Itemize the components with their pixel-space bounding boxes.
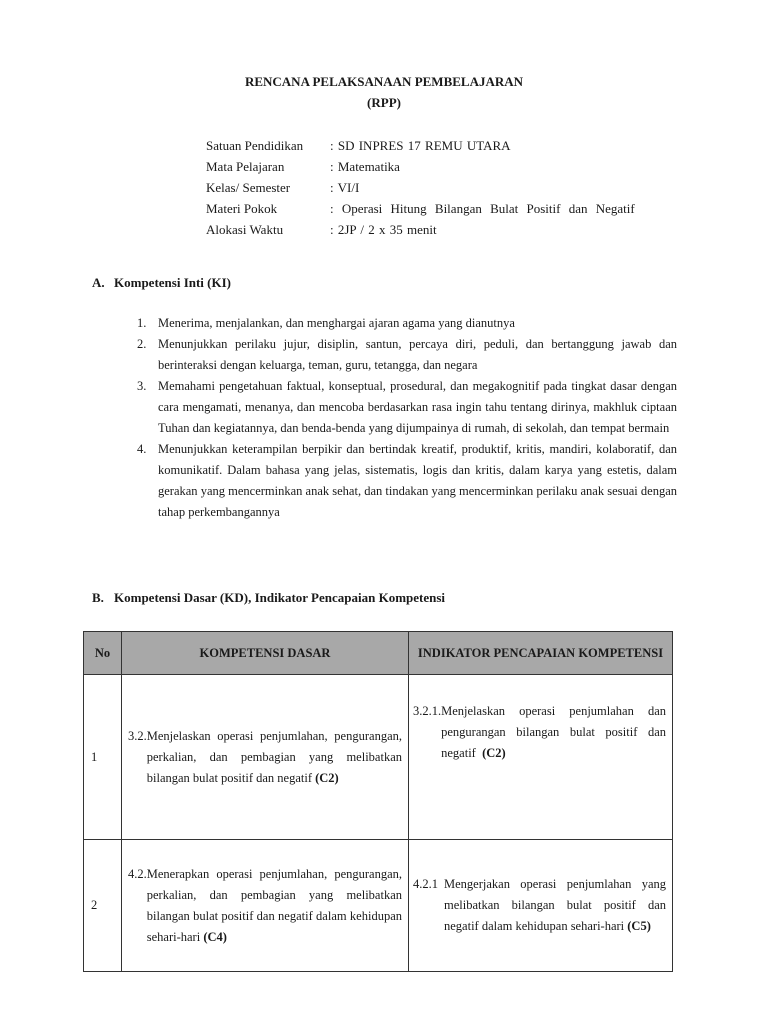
indicator-level: (C5) bbox=[627, 919, 651, 933]
section-a-heading bbox=[92, 275, 231, 291]
indicator-cell bbox=[409, 675, 673, 840]
list-item-number: 4. bbox=[137, 442, 147, 456]
identity-value: : Matematika bbox=[330, 159, 400, 174]
list-item bbox=[137, 439, 677, 523]
header-indikator: INDIKATOR PENCAPAIAN KOMPETENSI bbox=[409, 632, 673, 675]
identity-row-time bbox=[206, 219, 635, 240]
identity-value: : SD INPRES 17 REMU UTARA bbox=[330, 138, 511, 153]
list-item-text: Menunjukkan perilaku jujur, disiplin, santun, percaya diri, peduli, dan bertanggung jawab dan berinteraksi dengan keluarga, teman, guru, tetangga, dan negara bbox=[158, 337, 677, 372]
identity-block bbox=[206, 135, 635, 240]
document-subtitle: (RPP) bbox=[367, 95, 401, 110]
kd-level: (C4) bbox=[203, 929, 227, 944]
section-b-heading bbox=[92, 590, 445, 606]
kd-cell bbox=[122, 675, 409, 840]
kd-number: 3.2. bbox=[128, 728, 147, 743]
identity-label: Kelas/ Semester bbox=[206, 180, 291, 195]
list-item-text: Memahami pengetahuan faktual, konseptual, prosedural, dan megakognitif pada tingkat dasar dengan cara mengamati, menanya, dan mencoba berdasarkan rasa ingin tahu tentang dirinya, makhluk ciptaan Tuhan dan kegiatannya, dan benda-benda yang dijumpainya di rumah, di sekolah, dan tempat bermain bbox=[158, 379, 677, 435]
kd-cell bbox=[122, 840, 409, 972]
indicator-cell bbox=[409, 840, 673, 972]
section-b-title: Kompetensi Dasar (KD), Indikator Pencapaian Kompetensi bbox=[114, 590, 446, 605]
list-item bbox=[137, 313, 677, 334]
kompetensi-inti-list bbox=[137, 313, 677, 523]
table-row bbox=[84, 675, 673, 840]
identity-value: : Operasi Hitung Bilangan Bulat Positif dan Negatif bbox=[330, 201, 635, 216]
kd-level: (C2) bbox=[315, 770, 339, 785]
identity-label: Satuan Pendidikan bbox=[206, 138, 304, 153]
row-number: 1 bbox=[84, 675, 122, 840]
list-item-number: 1. bbox=[137, 316, 147, 330]
identity-row-school bbox=[206, 135, 635, 156]
list-item bbox=[137, 334, 677, 376]
section-a-letter: A. bbox=[92, 275, 105, 290]
list-item-text: Menerima, menjalankan, dan menghargai ajaran agama yang dianutnya bbox=[158, 316, 515, 330]
header-kompetensi-dasar: KOMPETENSI DASAR bbox=[122, 632, 409, 675]
row-number: 2 bbox=[84, 840, 122, 972]
identity-row-class bbox=[206, 177, 635, 198]
indicator-text: Menjelaskan operasi penjumlahan dan pengurangan bilangan bulat positif dan negatif bbox=[441, 704, 666, 760]
kd-number: 4.2. bbox=[128, 866, 147, 881]
list-item-number: 3. bbox=[137, 379, 147, 393]
indicator-level: (C2) bbox=[482, 746, 506, 760]
identity-value: : 2JP / 2 x 35 menit bbox=[330, 222, 437, 237]
indicator-number: 3.2.1. bbox=[413, 704, 442, 718]
identity-value: : VI/I bbox=[330, 180, 360, 195]
identity-row-subject bbox=[206, 156, 635, 177]
table-row bbox=[84, 840, 673, 972]
identity-label: Materi Pokok bbox=[206, 201, 278, 216]
header-no: No bbox=[84, 632, 122, 675]
identity-label: Alokasi Waktu bbox=[206, 222, 284, 237]
table-header-row bbox=[84, 632, 673, 675]
kompetensi-table bbox=[83, 631, 673, 972]
indicator-number: 4.2.1 bbox=[413, 877, 438, 891]
section-b-letter: B. bbox=[92, 590, 104, 605]
kd-text: Menerapkan operasi penjumlahan, pengurangan, perkalian, dan pembagian yang melibatkan bilangan bulat positif dan negatif dalam kehidupan sehari-hari bbox=[146, 866, 402, 944]
list-item-number: 2. bbox=[137, 337, 147, 351]
identity-label: Mata Pelajaran bbox=[206, 159, 285, 174]
kd-text: Menjelaskan operasi penjumlahan, pengurangan, perkalian, dan pembagian yang melibatkan bilangan bulat positif dan negatif bbox=[146, 728, 402, 785]
identity-row-topic bbox=[206, 198, 635, 219]
indicator-text: Mengerjakan operasi penjumlahan yang melibatkan bilangan bulat positif dan negatif dalam kehidupan sehari-hari bbox=[444, 877, 666, 933]
list-item-text: Menunjukkan keterampilan berpikir dan bertindak kreatif, produktif, kritis, mandiri, kolaboratif, dan komunikatif. Dalam bahasa yang jelas, sistematis, logis dan kritis, dalam karya yang estetis, dalam gerakan yang mencerminkan anak sehat, dan tindakan yang mencerminkan perilaku anak sesuai dengan tahap perkembangannya bbox=[158, 442, 677, 519]
list-item bbox=[137, 376, 677, 439]
document-title: RENCANA PELAKSANAAN PEMBELAJARAN bbox=[244, 74, 524, 89]
section-a-title: Kompetensi Inti (KI) bbox=[114, 275, 231, 290]
